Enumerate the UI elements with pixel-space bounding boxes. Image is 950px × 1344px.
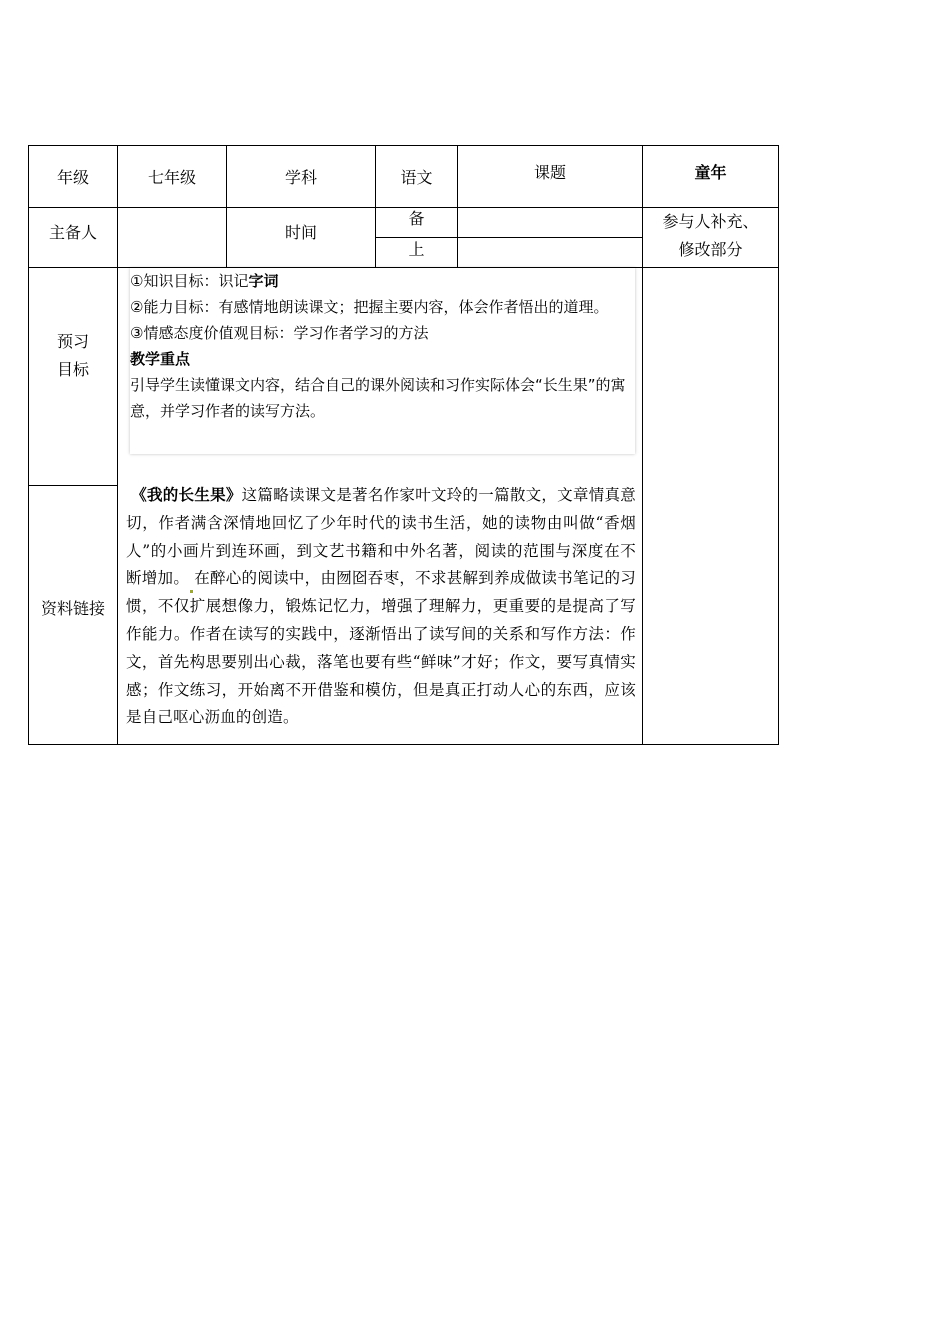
article-text-3: 高了写作能力。作者在读写的实践中，逐渐悟出了读写间的关系和写作方法：作文，首先构思要别出心裁，落笔也要有些“鲜味”才好；作文，要写真情实感；作文练习，开始离不开借鉴和模仿，但是真正打动人心的东西，应该是自己呕心沥血的创造。	[126, 597, 636, 727]
topic-label: 课题	[533, 163, 566, 182]
article-text-1: 这篇略读课文是著名作家叶文玲的一篇散文，文章情真意切，作者满含深情地回忆了少年时代的读书生活，她的读物由叫做“香烟人”的小画片到连环画，到文艺书籍和中外名著，阅读的范围与深度在不断增加。	[126, 486, 636, 588]
knowledge-goal	[130, 268, 635, 294]
shang-label: 上	[408, 240, 425, 259]
materials-label	[29, 596, 117, 619]
column-divider	[117, 145, 118, 745]
article-title: 《我的长生果》	[131, 485, 242, 504]
preview-label	[29, 328, 117, 384]
table-border-right	[778, 145, 779, 745]
preview-label-line-1: 预习	[56, 332, 89, 351]
subject-label: 学科	[284, 168, 317, 187]
teaching-focus-text: 引导学生读懂课文内容，结合自己的课外阅读和习作实际体会“长生果”的寓意，并学习作者的读写方法。	[130, 376, 626, 420]
materials-text	[126, 481, 636, 732]
preparer-label	[29, 208, 117, 254]
grade-label: 年级	[56, 168, 89, 187]
table-border-bottom	[28, 744, 779, 745]
knowledge-goal-text: ①知识目标：识记	[130, 272, 249, 290]
ability-goal: ②能力目标：有感情地朗读课文；把握主要内容，体会作者悟出的道理。	[130, 298, 609, 316]
notes-label-line-2: 修改部分	[678, 240, 743, 259]
subject-value: 语文	[400, 168, 433, 187]
topic-value: 童年	[694, 163, 727, 182]
teaching-focus-title: 教学重点	[130, 350, 191, 368]
preview-label-line-2: 目标	[56, 360, 89, 379]
row-divider	[28, 485, 118, 486]
edit-mark	[190, 590, 193, 593]
grade-value: 七年级	[147, 168, 196, 187]
article-text-2: 在醉心的阅读中，由囫囵吞枣，不求甚解到养成做读书笔记的习惯，不仅扩展想像力，锻炼记忆力，增强了理解力，更重要的是提	[126, 569, 636, 616]
time-label: 时间	[284, 222, 317, 242]
emotion-goal: ③情感态度价值观目标：学习作者学习的方法	[130, 324, 429, 342]
preview-goals	[130, 268, 635, 454]
preparer-label-text: 主备人	[48, 222, 97, 242]
materials-label-text: 资料链接	[40, 599, 105, 618]
notes-label	[643, 208, 778, 264]
knowledge-goal-bold: 字词	[248, 272, 279, 290]
notes-label-line-1: 参与人补充、	[662, 212, 759, 231]
bei-label: 备	[408, 209, 425, 228]
